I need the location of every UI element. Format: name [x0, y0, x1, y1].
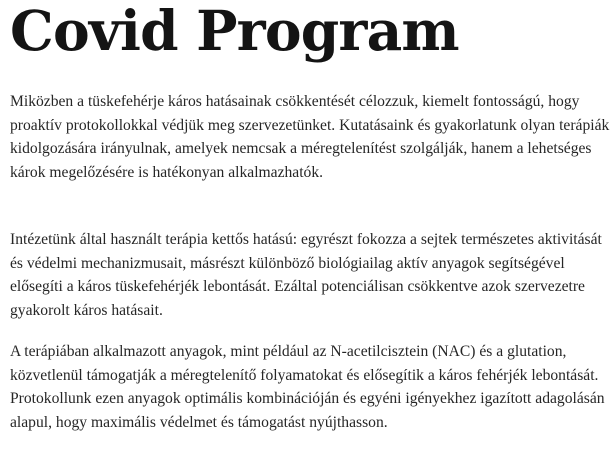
paragraph-substances: A terápiában alkalmazott anyagok, mint például az N-acetilcisztein (NAC) és a glutation, közvetlenül támogatják a méregtelenítő folyamatokat és elősegítik a káros fehérjék lebontását. Protokollunk ezen anyagok optimális kombinációján és egyéni igényekhez igazított adagolásán alapul, hogy maximális védelmet és támogatást nyújthasson. [10, 343, 605, 431]
paragraph-therapy: Intézetünk által használt terápia kettős hatású: egyrészt fokozza a sejtek természetes aktivitását és védelmi mechanizmusait, másrészt különböző biológiailag aktív anyagok segítségével elősegíti a káros tüskefehérjék lebontását. Ezáltal potenciálisan csökkentve azok szervezetre gyakorolt káros hatásait. [10, 231, 602, 319]
paragraph-intro: Miközben a tüskefehérje káros hatásainak csökkentését célozzuk, kiemelt fontosságú, hogy proaktív protokollokkal védjük meg szervezetünket. Kutatásaink és gyakorlatunk olyan terápiák kidolgozására irányulnak, amelyek nemcsak a méregtelenítést szolgálják, hanem a lehetséges károk megelőzésére is hatékonyan alkalmazhatók. [10, 93, 610, 181]
page-title: Covid Program [10, 0, 459, 63]
